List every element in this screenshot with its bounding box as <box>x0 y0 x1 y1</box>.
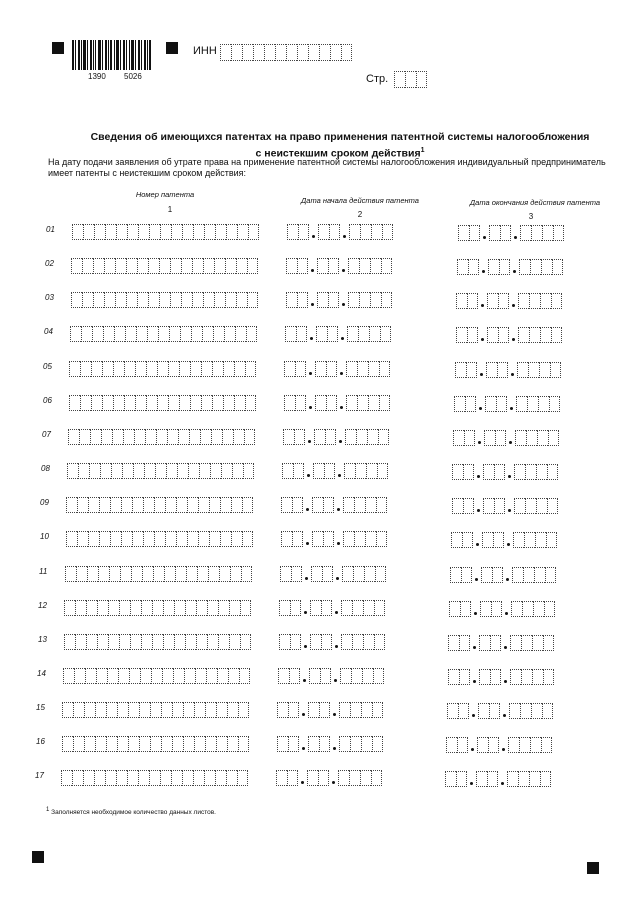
start-date-month-field[interactable] <box>310 600 332 616</box>
start-date-day-field[interactable] <box>279 600 301 616</box>
end-date-month-field[interactable] <box>483 464 505 480</box>
row-number: 12 <box>38 601 47 610</box>
end-date-year-field[interactable] <box>513 532 557 548</box>
end-date-day-field[interactable] <box>452 464 474 480</box>
start-date-day-field[interactable] <box>277 736 299 752</box>
start-date-month-field[interactable] <box>313 463 335 479</box>
patent-number-field[interactable] <box>69 361 256 377</box>
start-date-day-field[interactable] <box>283 429 305 445</box>
date-separator-dot <box>502 748 505 751</box>
start-date-month-field[interactable] <box>315 395 337 411</box>
date-separator-dot <box>510 407 513 410</box>
patent-number-field[interactable] <box>62 736 249 752</box>
row-number: 08 <box>41 464 50 473</box>
date-separator-dot <box>306 508 309 511</box>
date-separator-dot <box>507 543 510 546</box>
row-number: 14 <box>37 669 46 678</box>
date-separator-dot <box>340 406 343 409</box>
row-number: 03 <box>45 293 54 302</box>
date-separator-dot <box>511 373 514 376</box>
start-date-year-field[interactable] <box>345 429 389 445</box>
page-label: Стр. <box>366 73 389 85</box>
patent-number-field[interactable] <box>70 326 257 342</box>
footnote-mark: 1 <box>46 807 50 813</box>
date-separator-dot <box>508 509 511 512</box>
end-date-month-field[interactable] <box>479 635 501 651</box>
start-date-day-field[interactable] <box>277 702 299 718</box>
start-date-year-field[interactable] <box>348 258 392 274</box>
end-date-day-field[interactable] <box>456 293 478 309</box>
patent-number-field[interactable] <box>65 566 252 582</box>
row-number: 04 <box>44 327 53 336</box>
end-date-year-field[interactable] <box>515 430 559 446</box>
date-separator-dot <box>333 747 336 750</box>
end-date-day-field[interactable] <box>452 498 474 514</box>
date-separator-dot <box>310 337 313 340</box>
date-separator-dot <box>304 611 307 614</box>
date-separator-dot <box>305 577 308 580</box>
corner-marker-bottom-left <box>32 851 44 863</box>
inn-label: ИНН <box>193 45 217 57</box>
start-date-day-field[interactable] <box>281 497 303 513</box>
start-date-month-field[interactable] <box>318 224 340 240</box>
end-date-day-field[interactable] <box>458 225 480 241</box>
end-date-year-field[interactable] <box>520 225 564 241</box>
column-header-start-date: Дата начала действия патента <box>301 196 419 205</box>
start-date-day-field[interactable] <box>278 668 300 684</box>
page-number-field[interactable] <box>394 71 427 88</box>
date-separator-dot <box>501 782 504 785</box>
start-date-year-field[interactable] <box>349 224 393 240</box>
date-separator-dot <box>311 269 314 272</box>
date-separator-dot <box>335 611 338 614</box>
date-separator-dot <box>309 406 312 409</box>
row-number: 11 <box>39 567 48 576</box>
patent-number-field[interactable] <box>64 634 251 650</box>
date-separator-dot <box>335 645 338 648</box>
row-number: 17 <box>35 771 44 780</box>
start-date-year-field[interactable] <box>338 770 382 786</box>
start-date-day-field[interactable] <box>276 770 298 786</box>
end-date-day-field[interactable] <box>453 430 475 446</box>
patent-number-field[interactable] <box>69 395 256 411</box>
patent-number-field[interactable] <box>71 292 258 308</box>
date-separator-dot <box>307 474 310 477</box>
end-date-month-field[interactable] <box>486 362 508 378</box>
end-date-day-field[interactable] <box>448 669 470 685</box>
start-date-year-field[interactable] <box>343 497 387 513</box>
row-number: 05 <box>43 362 52 371</box>
footnote-text: Заполняется необходимое количество данных листов. <box>51 809 216 817</box>
end-date-year-field[interactable] <box>514 464 558 480</box>
date-separator-dot <box>477 509 480 512</box>
date-separator-dot <box>340 372 343 375</box>
end-date-year-field[interactable] <box>511 601 555 617</box>
end-date-year-field[interactable] <box>508 737 552 753</box>
start-date-month-field[interactable] <box>317 258 339 274</box>
intro-text: На дату подачи заявления об утрате права на применение патентной системы налогообложения индивидуальный предприниматель имеет патенты с неистекшим сроком действия: <box>48 157 606 178</box>
patent-number-field[interactable] <box>66 531 253 547</box>
start-date-year-field[interactable] <box>339 736 383 752</box>
start-date-day-field[interactable] <box>286 292 308 308</box>
start-date-month-field[interactable] <box>311 566 333 582</box>
column-number-3: 3 <box>528 212 534 221</box>
start-date-month-field[interactable] <box>312 497 334 513</box>
end-date-year-field[interactable] <box>517 362 561 378</box>
start-date-day-field[interactable] <box>284 361 306 377</box>
end-date-year-field[interactable] <box>510 635 554 651</box>
date-separator-dot <box>506 578 509 581</box>
date-separator-dot <box>509 441 512 444</box>
row-number: 02 <box>45 259 54 268</box>
start-date-day-field[interactable] <box>280 566 302 582</box>
start-date-day-field[interactable] <box>285 326 307 342</box>
date-separator-dot <box>478 441 481 444</box>
date-separator-dot <box>481 304 484 307</box>
end-date-day-field[interactable] <box>457 259 479 275</box>
date-separator-dot <box>311 303 314 306</box>
date-separator-dot <box>475 578 478 581</box>
date-separator-dot <box>308 440 311 443</box>
end-date-day-field[interactable] <box>447 703 469 719</box>
end-date-year-field[interactable] <box>518 327 562 343</box>
date-separator-dot <box>304 645 307 648</box>
end-date-month-field[interactable] <box>479 669 501 685</box>
start-date-day-field[interactable] <box>282 463 304 479</box>
date-separator-dot <box>333 713 336 716</box>
date-separator-dot <box>303 679 306 682</box>
date-separator-dot <box>512 338 515 341</box>
patent-number-field[interactable] <box>67 463 254 479</box>
start-date-month-field[interactable] <box>307 770 329 786</box>
date-separator-dot <box>342 303 345 306</box>
date-separator-dot <box>473 646 476 649</box>
end-date-month-field[interactable] <box>477 737 499 753</box>
date-separator-dot <box>332 781 335 784</box>
date-separator-dot <box>312 235 315 238</box>
date-separator-dot <box>505 612 508 615</box>
row-number: 07 <box>42 430 51 439</box>
start-date-year-field[interactable] <box>341 634 385 650</box>
end-date-month-field[interactable] <box>485 396 507 412</box>
date-separator-dot <box>471 748 474 751</box>
end-date-month-field[interactable] <box>487 327 509 343</box>
end-date-day-field[interactable] <box>451 532 473 548</box>
date-separator-dot <box>512 304 515 307</box>
patent-number-field[interactable] <box>62 702 249 718</box>
start-date-year-field[interactable] <box>344 463 388 479</box>
date-separator-dot <box>301 781 304 784</box>
start-date-day-field[interactable] <box>284 395 306 411</box>
end-date-year-field[interactable] <box>507 771 551 787</box>
end-date-month-field[interactable] <box>480 601 502 617</box>
end-date-month-field[interactable] <box>488 259 510 275</box>
date-separator-dot <box>306 542 309 545</box>
end-date-year-field[interactable] <box>518 293 562 309</box>
date-separator-dot <box>473 680 476 683</box>
barcode-number-left: 1390 <box>88 72 106 81</box>
end-date-month-field[interactable] <box>478 703 500 719</box>
title-footnote-mark: 1 <box>420 147 425 154</box>
end-date-year-field[interactable] <box>512 567 556 583</box>
date-separator-dot <box>514 236 517 239</box>
end-date-year-field[interactable] <box>510 669 554 685</box>
end-date-month-field[interactable] <box>483 498 505 514</box>
start-date-year-field[interactable] <box>347 326 391 342</box>
date-separator-dot <box>470 782 473 785</box>
end-date-month-field[interactable] <box>481 567 503 583</box>
patent-number-field[interactable] <box>72 224 259 240</box>
corner-marker-bottom-right <box>587 862 599 874</box>
end-date-month-field[interactable] <box>489 225 511 241</box>
title-line-2: с неистекшим сроком действия <box>255 147 421 160</box>
start-date-month-field[interactable] <box>316 326 338 342</box>
start-date-month-field[interactable] <box>309 668 331 684</box>
date-separator-dot <box>513 270 516 273</box>
date-separator-dot <box>337 508 340 511</box>
date-separator-dot <box>334 679 337 682</box>
start-date-month-field[interactable] <box>308 736 330 752</box>
start-date-year-field[interactable] <box>340 668 384 684</box>
row-number: 15 <box>36 703 45 712</box>
column-header-patent-number: Номер патента <box>135 190 195 199</box>
end-date-day-field[interactable] <box>449 601 471 617</box>
column-header-end-date: Дата окончания действия патента <box>469 198 601 207</box>
date-separator-dot <box>302 713 305 716</box>
row-number: 01 <box>46 225 55 234</box>
date-separator-dot <box>343 235 346 238</box>
row-number: 09 <box>40 498 49 507</box>
start-date-day-field[interactable] <box>286 258 308 274</box>
patent-number-field[interactable] <box>64 600 251 616</box>
end-date-year-field[interactable] <box>514 498 558 514</box>
date-separator-dot <box>476 543 479 546</box>
date-separator-dot <box>474 612 477 615</box>
date-separator-dot <box>338 474 341 477</box>
patent-number-field[interactable] <box>61 770 248 786</box>
start-date-month-field[interactable] <box>308 702 330 718</box>
start-date-year-field[interactable] <box>348 292 392 308</box>
corner-marker-top-left <box>52 42 64 54</box>
start-date-month-field[interactable] <box>315 361 337 377</box>
date-separator-dot <box>483 236 486 239</box>
footnote <box>46 807 216 816</box>
end-date-day-field[interactable] <box>456 327 478 343</box>
start-date-year-field[interactable] <box>341 600 385 616</box>
title-line-1: Сведения об имеющихся патентах на право применения патентной системы налогообложения <box>90 131 590 143</box>
start-date-day-field[interactable] <box>281 531 303 547</box>
date-separator-dot <box>481 338 484 341</box>
patent-number-field[interactable] <box>66 497 253 513</box>
date-separator-dot <box>309 372 312 375</box>
column-number-2: 2 <box>357 210 363 219</box>
start-date-year-field[interactable] <box>343 531 387 547</box>
start-date-month-field[interactable] <box>310 634 332 650</box>
end-date-year-field[interactable] <box>509 703 553 719</box>
start-date-month-field[interactable] <box>314 429 336 445</box>
start-date-year-field[interactable] <box>346 361 390 377</box>
end-date-day-field[interactable] <box>445 771 467 787</box>
end-date-month-field[interactable] <box>476 771 498 787</box>
start-date-day-field[interactable] <box>287 224 309 240</box>
row-number: 13 <box>38 635 47 644</box>
start-date-year-field[interactable] <box>346 395 390 411</box>
end-date-day-field[interactable] <box>446 737 468 753</box>
date-separator-dot <box>504 646 507 649</box>
inn-field[interactable] <box>220 44 352 61</box>
end-date-year-field[interactable] <box>516 396 560 412</box>
end-date-day-field[interactable] <box>454 396 476 412</box>
end-date-month-field[interactable] <box>482 532 504 548</box>
start-date-year-field[interactable] <box>342 566 386 582</box>
end-date-day-field[interactable] <box>450 567 472 583</box>
end-date-day-field[interactable] <box>455 362 477 378</box>
start-date-month-field[interactable] <box>312 531 334 547</box>
date-separator-dot <box>472 714 475 717</box>
column-number-1: 1 <box>167 205 173 214</box>
date-separator-dot <box>479 407 482 410</box>
date-separator-dot <box>504 680 507 683</box>
end-date-day-field[interactable] <box>448 635 470 651</box>
date-separator-dot <box>480 373 483 376</box>
barcode-number-right: 5026 <box>124 72 142 81</box>
start-date-day-field[interactable] <box>279 634 301 650</box>
date-separator-dot <box>302 747 305 750</box>
date-separator-dot <box>482 270 485 273</box>
date-separator-dot <box>477 475 480 478</box>
row-number: 10 <box>40 532 49 541</box>
date-separator-dot <box>508 475 511 478</box>
date-separator-dot <box>337 542 340 545</box>
date-separator-dot <box>342 269 345 272</box>
barcode-icon <box>72 40 152 70</box>
patent-number-field[interactable] <box>63 668 250 684</box>
patent-number-field[interactable] <box>68 429 255 445</box>
end-date-month-field[interactable] <box>487 293 509 309</box>
row-number: 06 <box>43 396 52 405</box>
corner-marker-top-right <box>166 42 178 54</box>
date-separator-dot <box>339 440 342 443</box>
date-separator-dot <box>336 577 339 580</box>
end-date-month-field[interactable] <box>484 430 506 446</box>
start-date-year-field[interactable] <box>339 702 383 718</box>
patent-number-field[interactable] <box>71 258 258 274</box>
date-separator-dot <box>503 714 506 717</box>
start-date-month-field[interactable] <box>317 292 339 308</box>
row-number: 16 <box>36 737 45 746</box>
end-date-year-field[interactable] <box>519 259 563 275</box>
date-separator-dot <box>341 337 344 340</box>
